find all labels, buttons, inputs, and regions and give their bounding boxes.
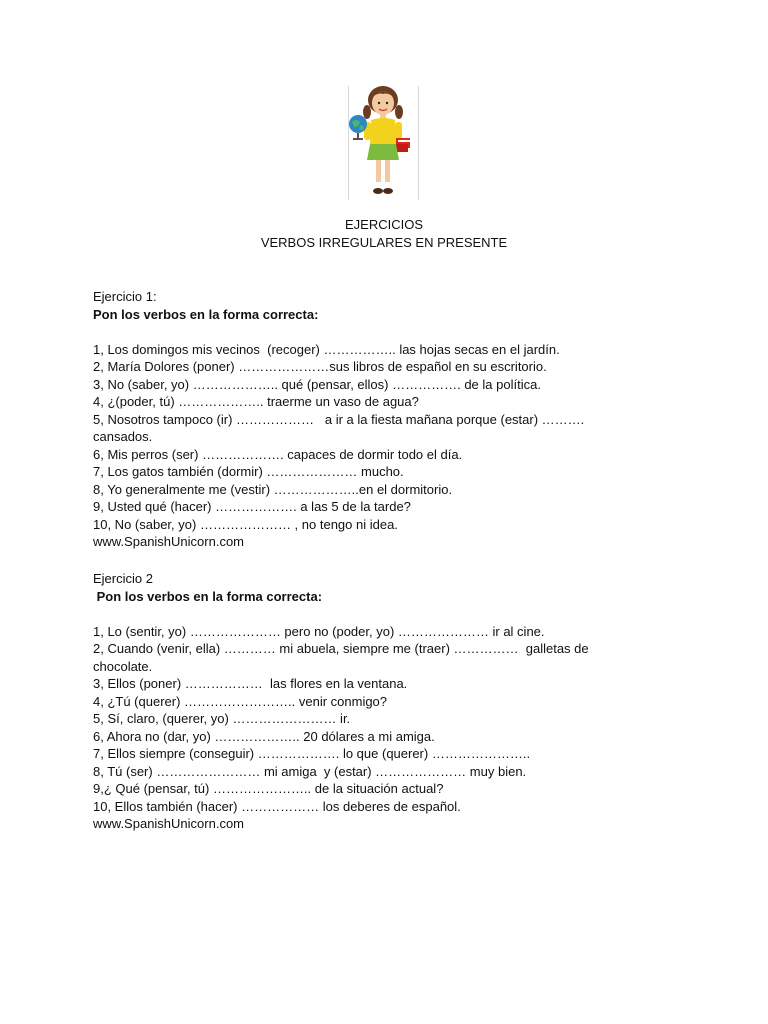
- girl-with-globe-and-books-illustration: [338, 82, 428, 200]
- exercise-1-item: 4, ¿(poder, tú) ……………….. traerme un vaso de agua?: [93, 394, 419, 409]
- exercise-2-item: 3, Ellos (poner) ……………… las flores en la ventana.: [93, 676, 408, 691]
- exercise-2-item: 7, Ellos siempre (conseguir) ………………. lo que (querer) …………………..: [93, 746, 531, 761]
- exercise-2-item: 2, Cuando (venir, ella) ………… mi abuela, siempre me (traer) …………… galletas de: [93, 641, 589, 656]
- exercise-2-item-continuation: chocolate.: [93, 658, 153, 674]
- exercise-1-item-continuation: cansados.: [93, 429, 153, 444]
- exercise-2-item: 8, Tú (ser) …………………… mi amiga y (estar) ………………… muy bien.: [93, 763, 527, 779]
- exercise-1-item: 2, María Dolores (poner) …………………sus libros de español en su escritorio.: [93, 359, 547, 374]
- exercise-2-website-link[interactable]: www.SpanishUnicorn.com: [93, 816, 245, 831]
- exercise-2-item: 5, Sí, claro, (querer, yo) …………………… ir.: [93, 711, 351, 726]
- worksheet-subheading: VERBOS IRREGULARES EN PRESENTE: [260, 235, 508, 250]
- exercise-1-instruction: Pon los verbos en la forma correcta:: [93, 306, 319, 322]
- exercise-1-item: 7, Los gatos también (dormir) ………………… mucho.: [93, 464, 404, 479]
- exercise-1-item: 5, Nosotros tampoco (ir) ……………… a ir a la fiesta mañana porque (estar) ……….: [93, 411, 585, 427]
- exercise-1-item: 6, Mis perros (ser) ………………. capaces de dormir todo el día.: [93, 446, 463, 462]
- exercise-2-item: 10, Ellos también (hacer) ……………… los deberes de español.: [93, 798, 461, 814]
- worksheet-heading: EJERCICIOS: [344, 217, 423, 232]
- exercise-2-item: 4, ¿Tú (querer) …………………….. venir conmigo?: [93, 693, 388, 709]
- exercise-1-item: 9, Usted qué (hacer) ………………. a las 5 de la tarde?: [93, 499, 411, 514]
- exercise-2-item: 9,¿ Qué (pensar, tú) ………………….. de la situación actual?: [93, 781, 444, 796]
- exercise-1-item: 3, No (saber, yo) ……………….. qué (pensar, ellos) ……………. de la política.: [93, 376, 541, 392]
- exercise-2-item: 1, Lo (sentir, yo) ………………… pero no (poder, yo) ………………… ir al cine.: [93, 623, 545, 639]
- exercise-2-instruction: Pon los verbos en la forma correcta:: [93, 588, 323, 604]
- exercise-2-item: 6, Ahora no (dar, yo) ……………….. 20 dólares a mi amiga.: [93, 728, 435, 744]
- exercise-1-item: 1, Los domingos mis vecinos (recoger) …………….. las hojas secas en el jardín.: [93, 341, 560, 357]
- exercise-1-item: 8, Yo generalmente me (vestir) ………………..en el dormitorio.: [93, 481, 453, 497]
- exercise-2-title: Ejercicio 2: [93, 571, 153, 586]
- exercise-1-title: Ejercicio 1:: [93, 289, 157, 304]
- exercise-1-item: 10, No (saber, yo) ………………… , no tengo ni idea.: [93, 516, 398, 532]
- exercise-1-section: [93, 288, 653, 551]
- exercise-2-section: [93, 570, 653, 833]
- girl-icon: [338, 82, 428, 200]
- exercise-1-website-link[interactable]: www.SpanishUnicorn.com: [93, 534, 245, 549]
